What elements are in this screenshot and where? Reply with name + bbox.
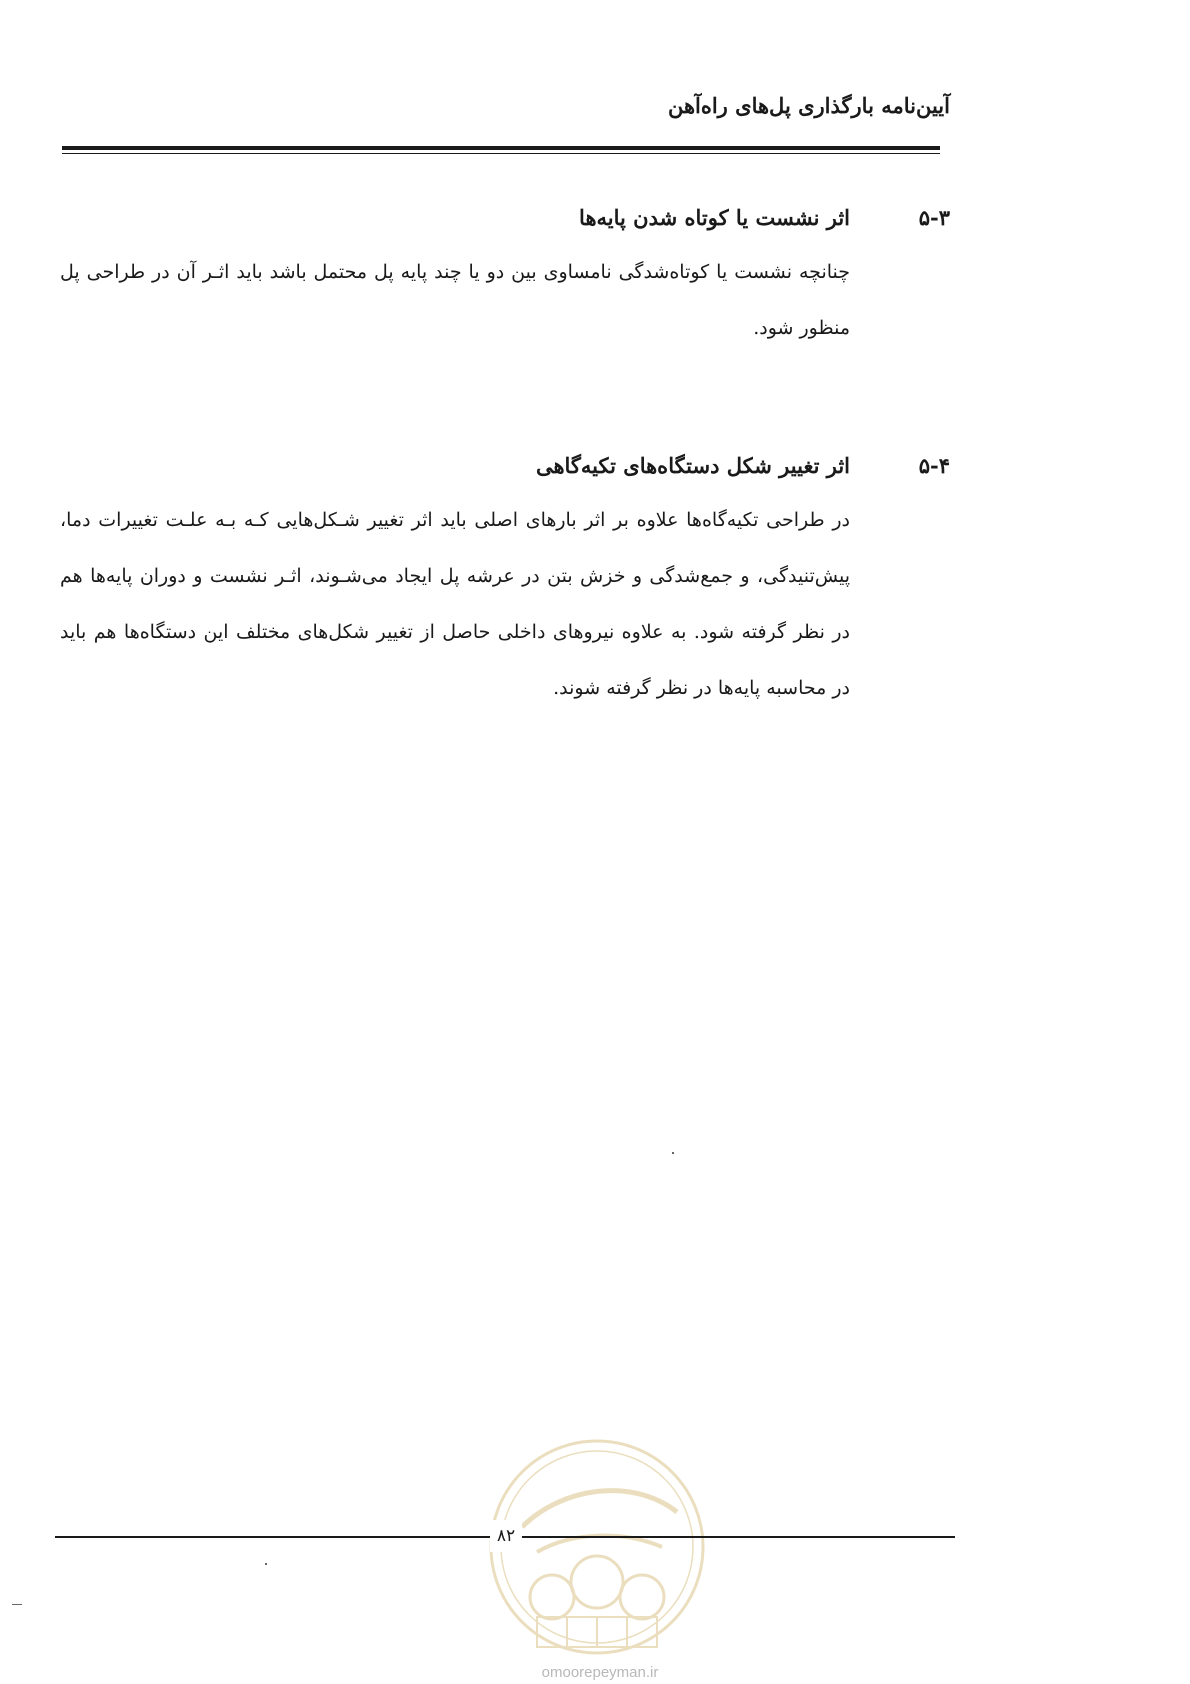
section-number: ۵-۳ bbox=[918, 205, 950, 230]
section-heading bbox=[60, 448, 950, 484]
section-heading bbox=[60, 200, 950, 236]
scan-speck bbox=[672, 1152, 674, 1154]
section-5-3 bbox=[60, 200, 950, 375]
section-5-4 bbox=[60, 448, 950, 735]
running-header-title: آیین‌نامه بارگذاری پل‌های راه‌آهن bbox=[667, 93, 950, 118]
section-title: اثر نشست یا کوتاه شدن پایه‌ها bbox=[579, 205, 850, 230]
scan-speck bbox=[265, 1563, 267, 1565]
section-body: چنانچه نشست یا کوتاه‌شدگی نامساوی بین دو یا چند پایه پل محتمل باشد باید اثـر آن در طراحی پل منظور شود. bbox=[60, 261, 850, 339]
section-title: اثر تغییر شکل دستگاه‌های تکیه‌گاهی bbox=[535, 453, 850, 478]
watermark-url: omoorepeyman.ir bbox=[541, 1664, 659, 1681]
section-number: ۵-۴ bbox=[918, 453, 950, 478]
section-body: در طراحی تکیه‌گاه‌ها علاوه بر اثر بارهای اصلی باید اثر تغییر شـکل‌هایی کـه بـه علـت تغییرات دما، پیش‌تنیدگی، و جمع‌شدگی و خزش بتن در عرشه پل ایجاد می‌شـوند، اثـر نشست و دوران پایه‌ها هم در نظر گرفته شود. به علاوه نیروهای داخلی حاصل از تغییر شکل‌های مختلف این دستگاه‌ها هم باید در محاسبه پایه‌ها در نظر گرفته شوند. bbox=[60, 509, 850, 699]
scan-speck bbox=[12, 1604, 22, 1605]
page-number: ۸۲ bbox=[490, 1520, 522, 1552]
header-double-rule bbox=[62, 146, 940, 154]
